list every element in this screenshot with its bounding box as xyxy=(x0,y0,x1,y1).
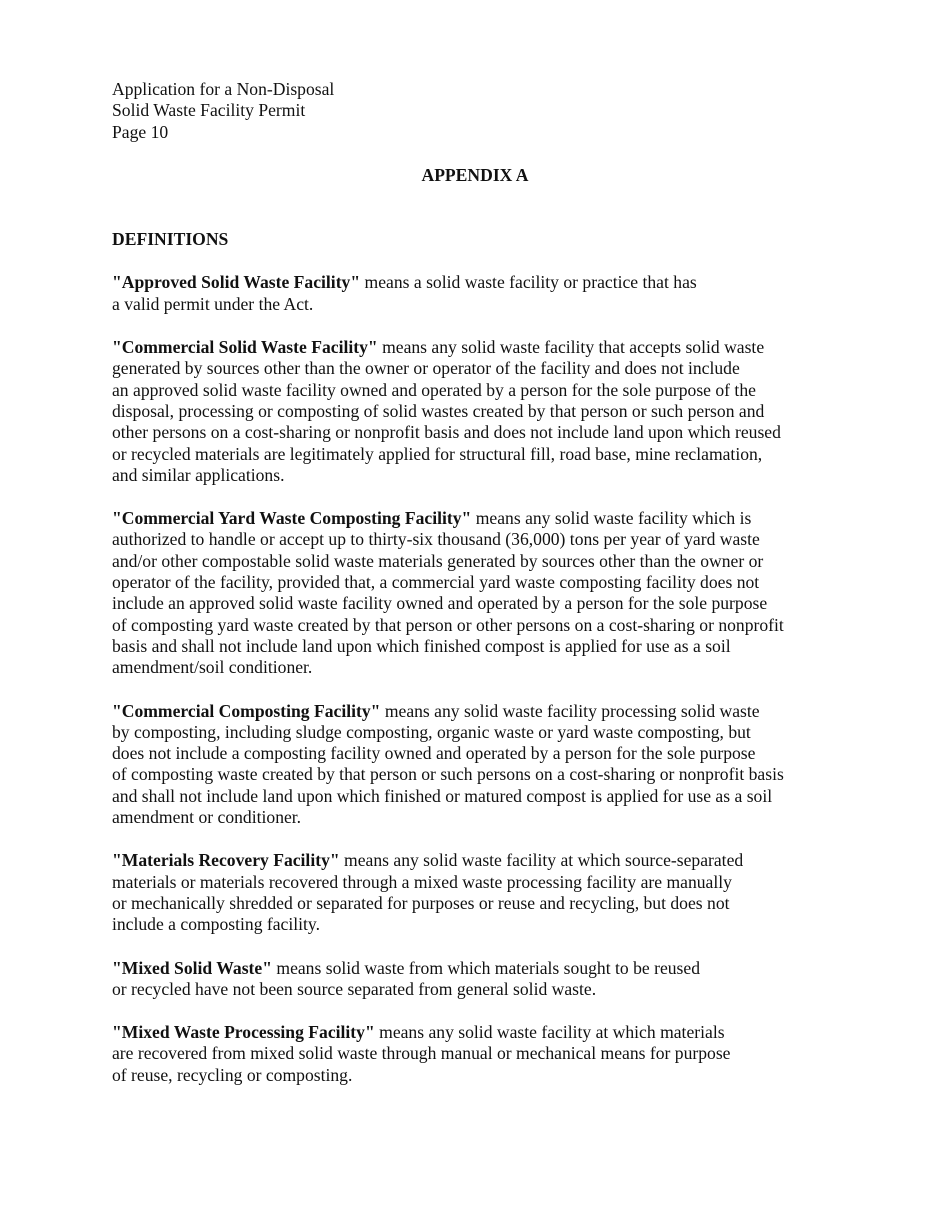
definition-text: means solid waste from which materials sought to be reused xyxy=(271,957,700,978)
definition-line: and/or other compostable solid waste materials generated by sources other than the owner or xyxy=(112,550,764,571)
definition-item xyxy=(112,337,832,486)
definition-text: means any solid waste facility at which source-separated xyxy=(339,850,744,871)
definition-line: of composting yard waste created by that person or other persons on a cost-sharing or nonprofit xyxy=(112,614,784,635)
definition-item xyxy=(112,958,832,1001)
header-line: Page 10 xyxy=(112,121,169,142)
definition-line xyxy=(112,850,832,871)
definition-line: and similar applications. xyxy=(112,464,285,485)
definition-line: an approved solid waste facility owned and operated by a person for the sole purpose of the xyxy=(112,379,756,400)
definition-line: materials or materials recovered through a mixed waste processing facility are manually xyxy=(112,871,732,892)
definition-line xyxy=(112,508,832,529)
definition-term: "Commercial Solid Waste Facility" xyxy=(112,337,378,358)
definition-line: operator of the facility, provided that, a commercial yard waste composting facility does not xyxy=(112,572,760,593)
definition-term: "Commercial Yard Waste Composting Facility" xyxy=(112,508,472,529)
definition-line xyxy=(112,337,832,358)
definition-line: or mechanically shredded or separated for purposes or reuse and recycling, but does not xyxy=(112,892,730,913)
definition-line xyxy=(112,701,832,722)
definition-text: means any solid waste facility that accepts solid waste xyxy=(377,337,765,358)
definition-line: generated by sources other than the owner or operator of the facility and does not include xyxy=(112,358,740,379)
definition-text: means any solid waste facility which is xyxy=(471,508,752,529)
definition-line: or recycled materials are legitimately applied for structural fill, road base, mine reclamation, xyxy=(112,443,763,464)
definition-line: basis and shall not include land upon which finished compost is applied for use as a soil xyxy=(112,635,731,656)
definition-line: amendment or conditioner. xyxy=(112,807,302,828)
definition-item xyxy=(112,1022,832,1086)
definition-term: "Commercial Composting Facility" xyxy=(112,700,381,721)
header-line: Application for a Non-Disposal xyxy=(112,79,335,99)
document-header xyxy=(112,79,832,143)
definition-line: authorized to handle or accept up to thirty-six thousand (36,000) tons per year of yard waste xyxy=(112,529,760,550)
definition-line: include a composting facility. xyxy=(112,914,320,935)
definition-line: does not include a composting facility owned and operated by a person for the sole purpose xyxy=(112,743,756,764)
definition-item xyxy=(112,508,832,678)
document-page xyxy=(112,79,832,1086)
definition-line xyxy=(112,1022,832,1043)
definition-line: a valid permit under the Act. xyxy=(112,293,314,314)
definition-line: amendment/soil conditioner. xyxy=(112,657,313,678)
definition-line xyxy=(112,958,832,979)
section-heading: DEFINITIONS xyxy=(112,229,229,250)
definition-term: "Mixed Solid Waste" xyxy=(112,957,272,978)
definition-text: means any solid waste facility at which materials xyxy=(374,1022,725,1043)
definition-line: disposal, processing or composting of solid wastes created by that person or such person and xyxy=(112,400,765,421)
definition-line xyxy=(112,272,832,293)
definition-line: of reuse, recycling or composting. xyxy=(112,1064,353,1085)
definition-line: of composting waste created by that person or such persons on a cost-sharing or nonprofit basis xyxy=(112,764,784,785)
definition-text: means a solid waste facility or practice that has xyxy=(360,272,697,293)
definition-item xyxy=(112,701,832,829)
header-line: Solid Waste Facility Permit xyxy=(112,100,306,121)
definitions-list xyxy=(112,272,832,1086)
definition-line: and shall not include land upon which finished or matured compost is applied for use as a soil xyxy=(112,785,773,806)
definition-line: are recovered from mixed solid waste through manual or mechanical means for purpose xyxy=(112,1043,731,1064)
definition-line: by composting, including sludge composting, organic waste or yard waste composting, but xyxy=(112,721,751,742)
definition-term: "Mixed Waste Processing Facility" xyxy=(112,1022,375,1043)
definition-term: "Approved Solid Waste Facility" xyxy=(112,272,361,293)
definition-line: other persons on a cost-sharing or nonprofit basis and does not include land upon which reused xyxy=(112,422,781,443)
definition-text: means any solid waste facility processing solid waste xyxy=(380,700,760,721)
definition-line: or recycled have not been source separated from general solid waste. xyxy=(112,978,597,999)
appendix-title: APPENDIX A xyxy=(421,164,529,185)
definition-line: include an approved solid waste facility owned and operated by a person for the sole purpose xyxy=(112,593,768,614)
definition-item xyxy=(112,272,832,315)
definition-term: "Materials Recovery Facility" xyxy=(112,850,340,871)
definition-item xyxy=(112,850,832,935)
